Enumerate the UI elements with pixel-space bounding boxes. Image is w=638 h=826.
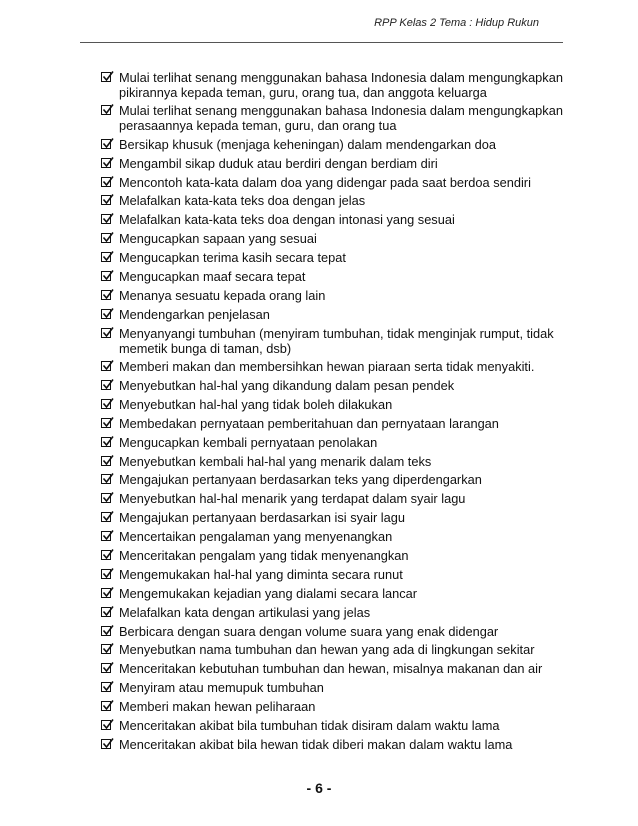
checklist-item-text: Mengajukan pertanyaan berdasarkan teks yang diperdengarkan <box>119 472 482 488</box>
checklist-item-text: Menyebutkan kembali hal-hal yang menarik dalam teks <box>119 453 432 469</box>
checkbox-checked-icon <box>101 309 111 319</box>
checklist-item-text: Bersikap khusuk (menjaga keheningan) dalam mendengarkan doa <box>119 136 497 152</box>
checklist-item-text: Menyebutkan hal-hal yang tidak boleh dilakukan <box>119 396 393 412</box>
checkbox-checked-icon <box>101 456 111 466</box>
checkbox-checked-icon <box>101 158 111 168</box>
checklist-item <box>101 472 571 487</box>
checklist-item <box>101 70 571 100</box>
checklist-item <box>101 737 571 752</box>
checklist-item-text: Menyebutkan nama tumbuhan dan hewan yang ada di lingkungan sekitar <box>119 642 535 658</box>
checkbox-checked-icon <box>101 437 111 447</box>
checklist-item <box>101 567 571 582</box>
checkbox-checked-icon <box>101 418 111 428</box>
checklist-item-text: Mencertaikan pengalaman yang menyenangkan <box>119 529 393 545</box>
running-header: RPP Kelas 2 Tema : Hidup Rukun <box>374 17 539 29</box>
checklist-item-text: Menyebutkan hal-hal menarik yang terdapat dalam syair lagu <box>119 491 466 507</box>
checklist-item <box>101 175 571 190</box>
checkbox-checked-icon <box>101 252 111 262</box>
checkbox-checked-icon <box>101 177 111 187</box>
checkbox-checked-icon <box>101 380 111 390</box>
checklist-item <box>101 250 571 265</box>
checkbox-checked-icon <box>101 701 111 711</box>
checklist-item <box>101 454 571 469</box>
checklist-item <box>101 586 571 601</box>
checklist-item-text: Mengemukakan kejadian yang dialami secara lancar <box>119 585 418 601</box>
checkbox-checked-icon <box>101 607 111 617</box>
checklist-item-text: Berbicara dengan suara dengan volume suara yang enak didengar <box>119 623 499 639</box>
checkbox-checked-icon <box>101 233 111 243</box>
checklist-item <box>101 269 571 284</box>
checklist-item-text: Mengemukakan hal-hal yang diminta secara runut <box>119 566 403 582</box>
checklist-item <box>101 624 571 639</box>
checklist-item-text: Mengucapkan sapaan yang sesuai <box>119 231 317 247</box>
checklist-item-text: Mendengarkan penjelasan <box>119 306 270 322</box>
checklist-item <box>101 156 571 171</box>
checklist-item <box>101 605 571 620</box>
checkbox-checked-icon <box>101 474 111 484</box>
checkbox-checked-icon <box>101 214 111 224</box>
checklist-item-text: Mengucapkan terima kasih secara tepat <box>119 250 346 266</box>
checklist-item <box>101 378 571 393</box>
page-number: - 6 - <box>306 780 332 796</box>
checklist-item-text: Mulai terlihat senang menggunakan bahasa Indonesia dalam mengungkapkan pikirannya kepada teman, guru, orang tua, dan anggota keluarga <box>119 70 563 100</box>
checklist-item <box>101 137 571 152</box>
checkbox-checked-icon <box>101 720 111 730</box>
checklist-item-text: Memberi makan dan membersihkan hewan piaraan serta tidak menyakiti. <box>119 359 535 375</box>
checklist-item <box>101 435 571 450</box>
checklist-item-text: Melafalkan kata dengan artikulasi yang jelas <box>119 604 371 620</box>
checklist-item-text: Mengajukan pertanyaan berdasarkan isi syair lagu <box>119 510 405 526</box>
checkbox-checked-icon <box>101 139 111 149</box>
checklist-item-text: Menceritakan kebutuhan tumbuhan dan hewan, misalnya makanan dan air <box>119 661 543 677</box>
checklist-item <box>101 718 571 733</box>
checkbox-checked-icon <box>101 588 111 598</box>
checklist-item-text: Menceritakan akibat bila tumbuhan tidak disiram dalam waktu lama <box>119 718 500 733</box>
checklist-item <box>101 397 571 412</box>
checkbox-checked-icon <box>101 195 111 205</box>
checklist-item <box>101 661 571 676</box>
checklist-item <box>101 548 571 563</box>
checklist-item-text: Mengucapkan kembali pernyataan penolakan <box>119 434 378 450</box>
checklist-item <box>101 642 571 657</box>
checklist-item <box>101 510 571 525</box>
checkbox-checked-icon <box>101 361 111 371</box>
checklist-item-text: Melafalkan kata-kata teks doa dengan intonasi yang sesuai <box>119 212 455 228</box>
header-rule <box>80 42 563 43</box>
checkbox-checked-icon <box>101 663 111 673</box>
checkbox-checked-icon <box>101 105 111 115</box>
checklist-item-text: Menceritakan pengalam yang tidak menyenangkan <box>119 547 409 563</box>
checkbox-checked-icon <box>101 682 111 692</box>
checklist-item <box>101 307 571 322</box>
checklist-item-text: Menyebutkan hal-hal yang dikandung dalam pesan pendek <box>119 377 455 393</box>
checkbox-checked-icon <box>101 290 111 300</box>
checklist-item-text: Menceritakan akibat bila hewan tidak diberi makan dalam waktu lama <box>119 736 513 752</box>
checkbox-checked-icon <box>101 271 111 281</box>
checklist-item-text: Memberi makan hewan peliharaan <box>119 699 316 715</box>
checkbox-checked-icon <box>101 569 111 579</box>
checklist-item <box>101 680 571 695</box>
checklist-item-text: Menanya sesuatu kepada orang lain <box>119 287 326 303</box>
checkbox-checked-icon <box>101 550 111 560</box>
checklist-item <box>101 359 571 374</box>
checklist-item-text: Mencontoh kata-kata dalam doa yang didengar pada saat berdoa sendiri <box>119 174 531 190</box>
checkbox-checked-icon <box>101 739 111 749</box>
checklist-item-text: Menyiram atau memupuk tumbuhan <box>119 680 324 696</box>
checklist-item <box>101 288 571 303</box>
checkbox-checked-icon <box>101 328 111 338</box>
checkbox-checked-icon <box>101 644 111 654</box>
checklist-item <box>101 193 571 208</box>
checklist-item <box>101 326 571 356</box>
indicator-checklist <box>101 70 571 756</box>
checklist-item <box>101 491 571 506</box>
checklist-item-text: Mulai terlihat senang menggunakan bahasa Indonesia dalam mengungkapkan perasaannya kepada teman, guru, dan orang tua <box>119 103 563 134</box>
checkbox-checked-icon <box>101 493 111 503</box>
checklist-item-text: Mengucapkan maaf secara tepat <box>119 269 306 285</box>
checklist-item <box>101 212 571 227</box>
checklist-item-text: Membedakan pernyataan pemberitahuan dan pernyataan larangan <box>119 415 499 431</box>
checklist-item <box>101 529 571 544</box>
checklist-item <box>101 231 571 246</box>
checkbox-checked-icon <box>101 399 111 409</box>
checklist-item <box>101 416 571 431</box>
checklist-item-text: Mengambil sikap duduk atau berdiri dengan berdiam diri <box>119 155 438 171</box>
checklist-item <box>101 699 571 714</box>
checklist-item-text: Menyanyangi tumbuhan (menyiram tumbuhan, tidak menginjak rumput, tidak memetik bunga di taman, dsb) <box>119 325 554 356</box>
checkbox-checked-icon <box>101 626 111 636</box>
checkbox-checked-icon <box>101 531 111 541</box>
checklist-item <box>101 103 571 133</box>
checkbox-checked-icon <box>101 72 111 82</box>
checkbox-checked-icon <box>101 512 111 522</box>
checklist-item-text: Melafalkan kata-kata teks doa dengan jelas <box>119 193 366 209</box>
